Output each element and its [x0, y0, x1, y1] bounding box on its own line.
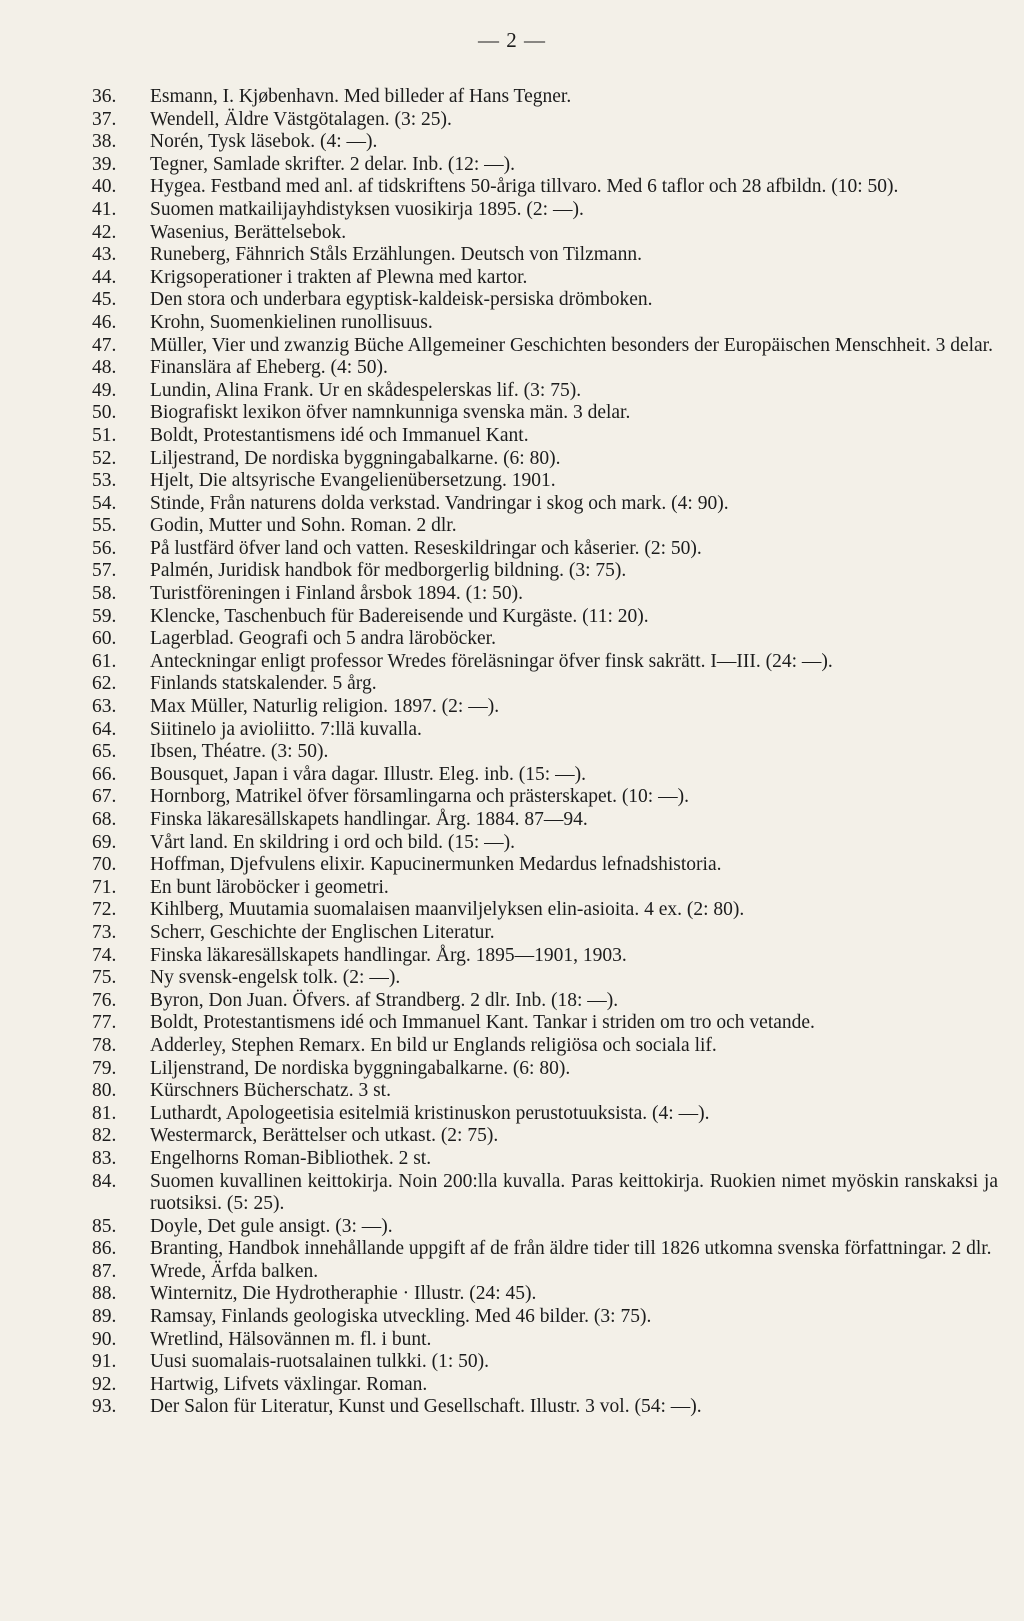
catalog-entry — [92, 1329, 998, 1352]
entry-number: 53. — [92, 470, 117, 492]
entry-number: 78. — [92, 1034, 117, 1056]
catalog-entry — [92, 1148, 998, 1171]
entry-text: Esmann, I. Kjøbenhavn. Med billeder af Hans Tegner. — [150, 86, 572, 107]
catalog-entry — [92, 606, 998, 629]
catalog-entry — [92, 1171, 998, 1216]
catalog-entry — [92, 1374, 998, 1397]
entry-number: 87. — [92, 1260, 117, 1282]
catalog-entry — [92, 1080, 998, 1103]
catalog-entry — [92, 1238, 998, 1261]
entry-number: 58. — [92, 583, 117, 605]
entry-text: Max Müller, Naturlig religion. 1897. (2: —). — [150, 696, 500, 718]
entry-text: Winternitz, Die Hydrotheraphie · Illustr. (24: 45). — [150, 1283, 537, 1305]
entry-number: 81. — [92, 1102, 117, 1124]
catalog-entry — [92, 515, 998, 538]
entry-text: Westermarck, Berättelser och utkast. (2: 75). — [150, 1125, 499, 1147]
catalog-entry — [92, 1125, 998, 1148]
entry-number: 86. — [92, 1238, 117, 1260]
entry-text: Norén, Tysk läsebok. (4: —). — [150, 131, 378, 153]
catalog-entry — [92, 1216, 998, 1239]
entry-number: 88. — [92, 1283, 117, 1305]
entry-text: Stinde, Från naturens dolda verkstad. Vandringar i skog och mark. (4: 90). — [150, 492, 729, 514]
entry-number: 54. — [92, 492, 117, 514]
entry-text: Vårt land. En skildring i ord och bild. (15: —). — [150, 831, 516, 853]
catalog-entry — [92, 1035, 998, 1058]
entry-text: Byron, Don Juan. Öfvers. af Strandberg. 2 dlr. Inb. (18: —). — [150, 989, 619, 1011]
catalog-entry — [92, 402, 998, 425]
entry-number: 62. — [92, 673, 117, 695]
catalog-entry — [92, 222, 998, 245]
catalog-entry — [92, 1058, 998, 1081]
entry-number: 63. — [92, 696, 117, 718]
catalog-entry — [92, 131, 998, 154]
entry-number: 69. — [92, 831, 117, 853]
entry-number: 52. — [92, 447, 117, 469]
entry-text: På lustfärd öfver land och vatten. Reseskildringar och kåserier. (2: 50). — [150, 537, 702, 559]
catalog-entry — [92, 470, 998, 493]
catalog-entry — [92, 673, 998, 696]
entry-text: Wendell, Äldre Västgötalagen. (3: 25). — [150, 108, 452, 130]
entry-text: Hartwig, Lifvets växlingar. Roman. — [150, 1373, 428, 1395]
catalog-entry — [92, 560, 998, 583]
entry-text: Tegner, Samlade skrifter. 2 delar. Inb. (12: —). — [150, 153, 515, 175]
entry-number: 73. — [92, 921, 117, 943]
entry-number: 43. — [92, 244, 117, 266]
catalog-entry — [92, 628, 998, 651]
catalog-entry — [92, 493, 998, 516]
catalog-entry — [92, 1261, 998, 1284]
catalog-entry — [92, 696, 998, 719]
entry-number: 66. — [92, 763, 117, 785]
entry-number: 59. — [92, 605, 117, 627]
catalog-entry — [92, 583, 998, 606]
entry-number: 71. — [92, 876, 117, 898]
entry-number: 84. — [92, 1170, 117, 1192]
catalog-entry — [92, 335, 998, 358]
entry-number: 72. — [92, 899, 117, 921]
entry-number: 76. — [92, 989, 117, 1011]
entry-number: 85. — [92, 1215, 117, 1237]
entry-number: 56. — [92, 537, 117, 559]
entry-text: Den stora och underbara egyptisk-kaldeisk-persiska drömboken. — [150, 289, 653, 311]
catalog-entry — [92, 945, 998, 968]
entry-number: 47. — [92, 334, 117, 356]
entry-number: 80. — [92, 1080, 117, 1102]
entry-number: 42. — [92, 221, 117, 243]
catalog-entry — [92, 267, 998, 290]
entry-text: Krigsoperationer i trakten af Plewna med kartor. — [150, 266, 528, 288]
catalog-entry — [92, 109, 998, 132]
entry-number: 39. — [92, 153, 117, 175]
entry-number: 74. — [92, 944, 117, 966]
catalog-entry — [92, 1351, 998, 1374]
entry-number: 65. — [92, 741, 117, 763]
entry-text: Hoffman, Djefvulens elixir. Kapucinermunken Medardus lefnadshistoria. — [150, 854, 722, 876]
entry-text: Engelhorns Roman-Bibliothek. 2 st. — [150, 1147, 432, 1169]
entry-number: 36. — [92, 86, 117, 107]
entry-number: 37. — [92, 108, 117, 130]
catalog-entry — [92, 990, 998, 1013]
entry-text: Boldt, Protestantismens idé och Immanuel Kant. — [150, 424, 529, 446]
entry-number: 38. — [92, 131, 117, 153]
entry-text: Godin, Mutter und Sohn. Roman. 2 dlr. — [150, 515, 457, 537]
catalog-entry — [92, 899, 998, 922]
entry-number: 79. — [92, 1057, 117, 1079]
catalog-entry — [92, 719, 998, 742]
entry-number: 46. — [92, 311, 117, 333]
entry-number: 92. — [92, 1373, 117, 1395]
entry-number: 48. — [92, 357, 117, 379]
entry-text: Finska läkaresällskapets handlingar. Årg. 1895—1901, 1903. — [150, 944, 627, 966]
entry-text: Kihlberg, Muutamia suomalaisen maanviljelyksen elin-asioita. 4 ex. (2: 80). — [150, 899, 745, 921]
entry-text: Biografiskt lexikon öfver namnkunniga svenska män. 3 delar. — [150, 402, 631, 424]
entry-text: Suomen matkailijayhdistyksen vuosikirja 1895. (2: —). — [150, 198, 584, 220]
entry-text: Anteckningar enligt professor Wredes föreläsningar öfver finsk sakrätt. I—III. (24: —). — [150, 650, 833, 672]
entry-number: 45. — [92, 289, 117, 311]
entry-number: 41. — [92, 198, 117, 220]
catalog-entry — [92, 312, 998, 335]
entry-text: Wrede, Ärfda balken. — [150, 1260, 319, 1282]
catalog-entry — [92, 877, 998, 900]
catalog-entry — [92, 1283, 998, 1306]
entry-number: 91. — [92, 1351, 117, 1373]
catalog-entry — [92, 651, 998, 674]
entry-text: Scherr, Geschichte der Englischen Literatur. — [150, 921, 495, 943]
entry-text: Ny svensk-engelsk tolk. (2: —). — [150, 967, 401, 989]
catalog-list — [92, 86, 998, 1419]
catalog-entry — [92, 380, 998, 403]
entry-text: Lagerblad. Geografi och 5 andra läroböcker. — [150, 628, 496, 650]
entry-text: Liljestrand, De nordiska byggningabalkarne. (6: 80). — [150, 447, 561, 469]
entry-text: Ibsen, Théatre. (3: 50). — [150, 741, 329, 763]
entry-text: Hjelt, Die altsyrische Evangelienübersetzung. 1901. — [150, 470, 556, 492]
entry-text: Siitinelo ja avioliitto. 7:llä kuvalla. — [150, 718, 422, 740]
entry-number: 51. — [92, 424, 117, 446]
entry-text: Bousquet, Japan i våra dagar. Illustr. Eleg. inb. (15: —). — [150, 763, 586, 785]
entry-text: Hornborg, Matrikel öfver församlingarna och prästerskapet. (10: —). — [150, 786, 689, 808]
entry-text: Kürschners Bücherschatz. 3 st. — [150, 1080, 391, 1102]
entry-text: Luthardt, Apologeetisia esitelmiä kristinuskon perustotuuksista. (4: —). — [150, 1102, 710, 1124]
entry-text: Klencke, Taschenbuch für Badereisende und Kurgäste. (11: 20). — [150, 605, 649, 627]
entry-number: 49. — [92, 379, 117, 401]
entry-text: Lundin, Alina Frank. Ur en skådespelerskas lif. (3: 75). — [150, 379, 582, 401]
catalog-entry — [92, 448, 998, 471]
entry-text: Wasenius, Berättelsebok. — [150, 221, 347, 243]
entry-text: Wretlind, Hälsovännen m. fl. i bunt. — [150, 1328, 432, 1350]
entry-text: Finlands statskalender. 5 årg. — [150, 673, 377, 695]
entry-number: 61. — [92, 650, 117, 672]
entry-text: Suomen kuvallinen keittokirja. Noin 200:lla kuvalla. Paras keittokirja. Ruokien nimet myöskin ranskaksi ja ruotsiksi. (5: 25). — [150, 1170, 998, 1215]
catalog-entry — [92, 1103, 998, 1126]
entry-number: 75. — [92, 967, 117, 989]
entry-number: 68. — [92, 809, 117, 830]
entry-number: 77. — [92, 1012, 117, 1034]
entry-text: Adderley, Stephen Remarx. En bild ur Englands religiösa och sociala lif. — [150, 1034, 717, 1056]
entry-number: 89. — [92, 1306, 117, 1328]
entry-number: 40. — [92, 176, 117, 198]
entry-number: 50. — [92, 402, 117, 424]
entry-text: En bunt läroböcker i geometri. — [150, 876, 389, 898]
entry-text: Turistföreningen i Finland årsbok 1894. (1: 50). — [150, 583, 524, 605]
catalog-entry — [92, 741, 998, 764]
catalog-entry — [92, 809, 998, 832]
catalog-entry — [92, 832, 998, 855]
entry-text: Liljenstrand, De nordiska byggningabalkarne. (6: 80). — [150, 1057, 571, 1079]
entry-text: Runeberg, Fähnrich Ståls Erzählungen. Deutsch von Tilzmann. — [150, 244, 642, 266]
entry-number: 57. — [92, 560, 117, 582]
entry-number: 83. — [92, 1147, 117, 1169]
entry-text: Boldt, Protestantismens idé och Immanuel Kant. Tankar i striden om tro och vetande. — [150, 1012, 815, 1034]
entry-number: 60. — [92, 628, 117, 650]
entry-text: Palmén, Juridisk handbok för medborgerlig bildning. (3: 75). — [150, 560, 627, 582]
catalog-entry — [92, 967, 998, 990]
catalog-entry — [92, 764, 998, 787]
entry-text: Hygea. Festband med anl. af tidskriftens 50-åriga tillvaro. Med 6 taflor och 28 afbildn. (10: 50). — [150, 176, 899, 198]
entry-text: Uusi suomalais-ruotsalainen tulkki. (1: 50). — [150, 1351, 490, 1373]
entry-text: Krohn, Suomenkielinen runollisuus. — [150, 311, 433, 333]
entry-number: 44. — [92, 266, 117, 288]
catalog-entry — [92, 1012, 998, 1035]
catalog-entry — [92, 289, 998, 312]
entry-number: 55. — [92, 515, 117, 537]
catalog-entry — [92, 176, 998, 199]
catalog-entry — [92, 154, 998, 177]
page-number: — 2 — — [478, 28, 546, 52]
catalog-entry — [92, 357, 998, 380]
catalog-entry — [92, 786, 998, 809]
entry-number: 67. — [92, 786, 117, 808]
catalog-entry — [92, 538, 998, 561]
catalog-entry — [92, 1306, 998, 1329]
entry-number: 93. — [92, 1396, 117, 1418]
entry-number: 70. — [92, 854, 117, 876]
entry-text: Finska läkaresällskapets handlingar. Årg. 1884. 87—94. — [150, 809, 588, 830]
catalog-entry — [92, 922, 998, 945]
catalog-entry — [92, 854, 998, 877]
entry-text: Branting, Handbok innehållande uppgift af de från äldre tider till 1826 utkomna svenska författningar. 2 dlr. — [150, 1238, 992, 1260]
entry-number: 64. — [92, 718, 117, 740]
entry-number: 82. — [92, 1125, 117, 1147]
catalog-entry — [92, 199, 998, 222]
catalog-entry — [92, 425, 998, 448]
entry-text: Der Salon für Literatur, Kunst und Gesellschaft. Illustr. 3 vol. (54: —). — [150, 1396, 702, 1418]
entry-text: Doyle, Det gule ansigt. (3: —). — [150, 1215, 393, 1237]
entry-text: Finanslära af Eheberg. (4: 50). — [150, 357, 388, 379]
entry-number: 90. — [92, 1328, 117, 1350]
catalog-entry — [92, 1396, 998, 1419]
catalog-entry — [92, 244, 998, 267]
entry-text: Müller, Vier und zwanzig Büche Allgemeiner Geschichten besonders der Europäischen Menschheit. 3 delar. — [150, 334, 993, 356]
entry-text: Ramsay, Finlands geologiska utveckling. Med 46 bilder. (3: 75). — [150, 1306, 652, 1328]
catalog-entry — [92, 86, 998, 109]
